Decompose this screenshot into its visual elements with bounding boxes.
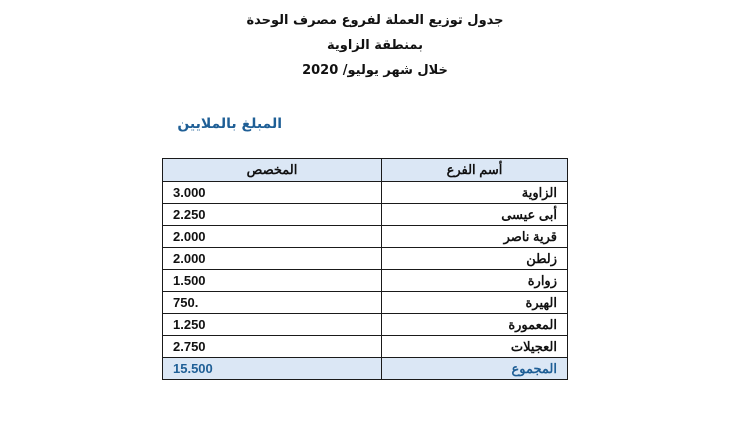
column-header-amount: المخصص — [163, 159, 382, 182]
table-row — [163, 226, 568, 248]
branch-name: الهيرة — [382, 292, 568, 314]
table-row — [163, 204, 568, 226]
allocated-amount: 2.000 — [163, 226, 382, 248]
table-row — [163, 292, 568, 314]
allocated-amount: 3.000 — [163, 182, 382, 204]
branch-name: أبى عيسى — [382, 204, 568, 226]
unit-note: المبلغ بالملايين — [177, 116, 282, 132]
allocation-table — [162, 158, 568, 380]
allocated-amount: .750 — [163, 292, 382, 314]
total-amount: 15.500 — [163, 358, 382, 380]
branch-name: قرية ناصر — [382, 226, 568, 248]
branch-name: المعمورة — [382, 314, 568, 336]
table-row — [163, 270, 568, 292]
allocated-amount: 2.250 — [163, 204, 382, 226]
document-region: بمنطقة الزاوية — [326, 38, 424, 53]
branch-name: زوارة — [382, 270, 568, 292]
table-row — [163, 182, 568, 204]
branch-name: زلطن — [382, 248, 568, 270]
allocated-amount: 1.500 — [163, 270, 382, 292]
branch-name: العجيلات — [382, 336, 568, 358]
table-total-row — [163, 358, 568, 380]
table-row — [163, 248, 568, 270]
table-header-row — [163, 159, 568, 182]
table-row — [163, 336, 568, 358]
document-header — [0, 8, 750, 83]
document-period: خلال شهر يوليو/ 2020 — [302, 63, 448, 78]
allocated-amount: 2.000 — [163, 248, 382, 270]
document-title: جدول توزيع العملة لفروع مصرف الوحدة — [246, 13, 504, 28]
total-label: المجموع — [382, 358, 568, 380]
allocated-amount: 1.250 — [163, 314, 382, 336]
table-row — [163, 314, 568, 336]
allocated-amount: 2.750 — [163, 336, 382, 358]
branch-name: الزاوية — [382, 182, 568, 204]
column-header-branch: أسم الفرع — [382, 159, 568, 182]
